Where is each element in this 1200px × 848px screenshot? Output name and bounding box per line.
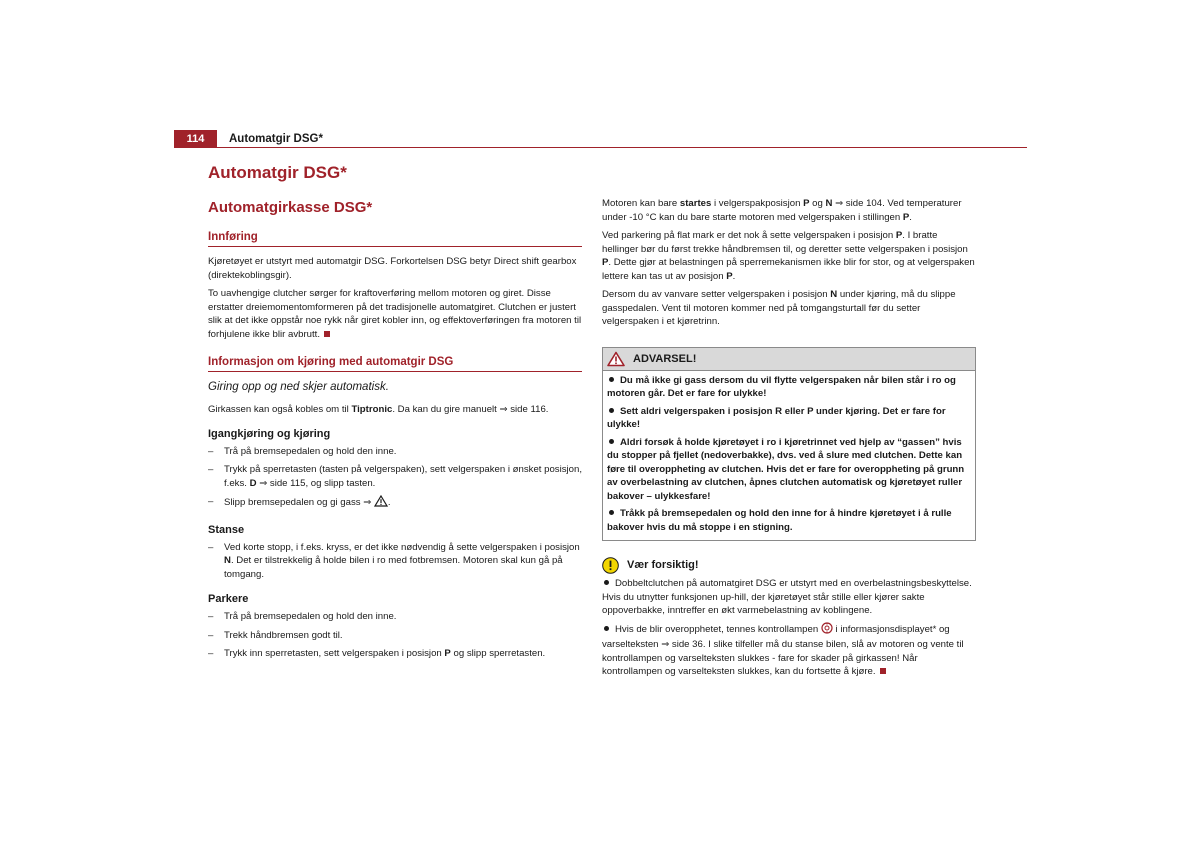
header-rule [174, 147, 1027, 148]
section-title: Automatgirkasse DSG* [208, 199, 373, 216]
stop-steps [208, 541, 582, 582]
warning-header [603, 348, 975, 371]
end-of-section-icon [880, 668, 886, 674]
warning-item: Du må ikke gi gass dersom du vil flytte velgerspaken når bilen står i ro og motoren går. Det er fare for ulykke! [607, 374, 956, 399]
running-title: Automatgir DSG* [229, 133, 323, 145]
chapter-title: Automatgir DSG* [208, 163, 347, 182]
park-steps [208, 610, 582, 661]
parking-paragraph: Ved parkering på flat mark er det nok å sette velgerspaken i posisjon P. I bratte hellinger bør du først trekke håndbremsen til, og deretter sette velgerspaken i posisjon P. Dette gjør at belastningen på sperremekanismen ikke blir for stor, og at velgerspaken lettere kan tas ut av posisjon P. [602, 230, 975, 282]
caution-section [602, 557, 976, 679]
caution-item: Hvis de blir overopphetet, tennes kontrollampen i informasjonsdisplayet* og varselteksten ⇒ side 36. I slike tilfeller må du stanse bilen, slå av motoren og vente til kontrollampen og varselteksten slukkes - fare for skader på girkassen! Når kontrollampen og varselteksten slukkes, kan du fortsette å kjøre. [602, 623, 964, 677]
right-column [602, 197, 976, 683]
page-header [174, 128, 1027, 148]
intro-paragraph-1: Kjøretøyet er utstyrt med automatgir DSG. Forkortelsen DSG betyr Direct shift gearbox (direktekoblingsgir). [208, 256, 577, 281]
page-number: 114 [174, 130, 217, 148]
warning-triangle-icon [374, 495, 388, 512]
warning-box [602, 347, 976, 542]
warning-item: Sett aldri velgerspaken i posisjon R eller P under kjøring. Det er fare for ulykke! [607, 405, 946, 430]
list-item: – Slipp bremsepedalen og gi gass ⇒ . [208, 495, 582, 512]
info-heading: Informasjon om kjøring med automatgir DSG [208, 355, 582, 372]
neutral-paragraph: Dersom du av vanvare setter velgerspaken i posisjon N under kjøring, må du slippe gasspedalen. Vent til motoren kommer ned på tomgangsturtall før du setter velgerspaken i et kjøretrinn. [602, 289, 956, 327]
intro-heading: Innføring [208, 230, 582, 247]
left-column [208, 162, 582, 667]
warning-body [603, 371, 975, 541]
caution-exclamation-icon [602, 557, 619, 574]
warning-triangle-icon [607, 351, 625, 367]
list-item: – Trå på bremsepedalen og hold den inne. [208, 445, 582, 459]
info-lead: Giring opp og ned skjer automatisk. [208, 381, 389, 393]
start-steps [208, 445, 582, 512]
list-item: – Trykk på sperretasten (tasten på velgerspaken), sett velgerspaken i ønsket posisjon, f.eks. D ⇒ side 115, og slipp tasten. [208, 463, 582, 490]
park-heading: Parkere [208, 593, 249, 605]
caution-item: Dobbeltclutchen på automatgiret DSG er utstyrt med en overbelastningsbeskyttelse. Hvis du utnytter funksjonen up-hill, der kjøretøyet står stille eller kjører sakte oppoverbakke, inntreffer en økt varmebelastning av koblingene. [602, 578, 972, 616]
end-of-section-icon [324, 331, 330, 337]
caution-header [602, 557, 976, 574]
caution-title: Vær forsiktig! [627, 558, 699, 571]
warning-item: Tråkk på bremsepedalen og hold den inne for å hindre kjøretøyet i å rulle bakover hvis du må stoppe i en stigning. [607, 508, 952, 533]
list-item: – Trå på bremsepedalen og hold den inne. [208, 610, 582, 624]
list-item: – Trykk inn sperretasten, sett velgerspaken i posisjon P og slipp sperretasten. [208, 647, 582, 661]
start-heading: Igangkjøring og kjøring [208, 427, 331, 440]
tiptronic-paragraph: Girkassen kan også kobles om til Tiptronic. Da kan du gire manuelt ⇒ side 116. [208, 404, 549, 415]
warning-title: ADVARSEL! [633, 352, 697, 365]
list-item: – Ved korte stopp, i f.eks. kryss, er det ikke nødvendig å sette velgerspaken i posisjon N. Det er tilstrekkelig å holde bilen i ro med fotbremsen. Motoren skal kun gå på tomgang. [208, 541, 582, 582]
intro-paragraph-2: To uavhengige clutcher sørger for kraftoverføring mellom motoren og giret. Disse erstatter dreiemomentomformeren på det tradisjonelle automatgiret. Clutchen er justert slik at det ikke oppstår noe rykk når giret kobler inn, og effektoverføringen fra motoren til forhjulene ikke blir avbrutt. [208, 288, 582, 340]
warning-item: Aldri forsøk å holde kjøretøyet i ro i kjøretrinnet ved hjelp av “gassen” hvis du stopper på fjellet (nedoverbakke), dvs. ved å slure med clutchen. Dette kan føre til overoppheting av clutchen. Hvis det er fare for overoppheting på grunn av overbelastning av clutchen, åpnes clutchen automatisk og kjøretøyet ruller bakover – ulykkesfare! [607, 436, 965, 502]
clutch-lamp-icon [821, 622, 833, 639]
start-position-paragraph: Motoren kan bare startes i velgerspakposisjon P og N ⇒ side 104. Ved temperaturer under -10 °C kan du bare starte motoren med velgerspaken i stillingen P. [602, 198, 962, 223]
list-item: – Trekk håndbremsen godt til. [208, 629, 582, 643]
stop-heading: Stanse [208, 523, 245, 536]
